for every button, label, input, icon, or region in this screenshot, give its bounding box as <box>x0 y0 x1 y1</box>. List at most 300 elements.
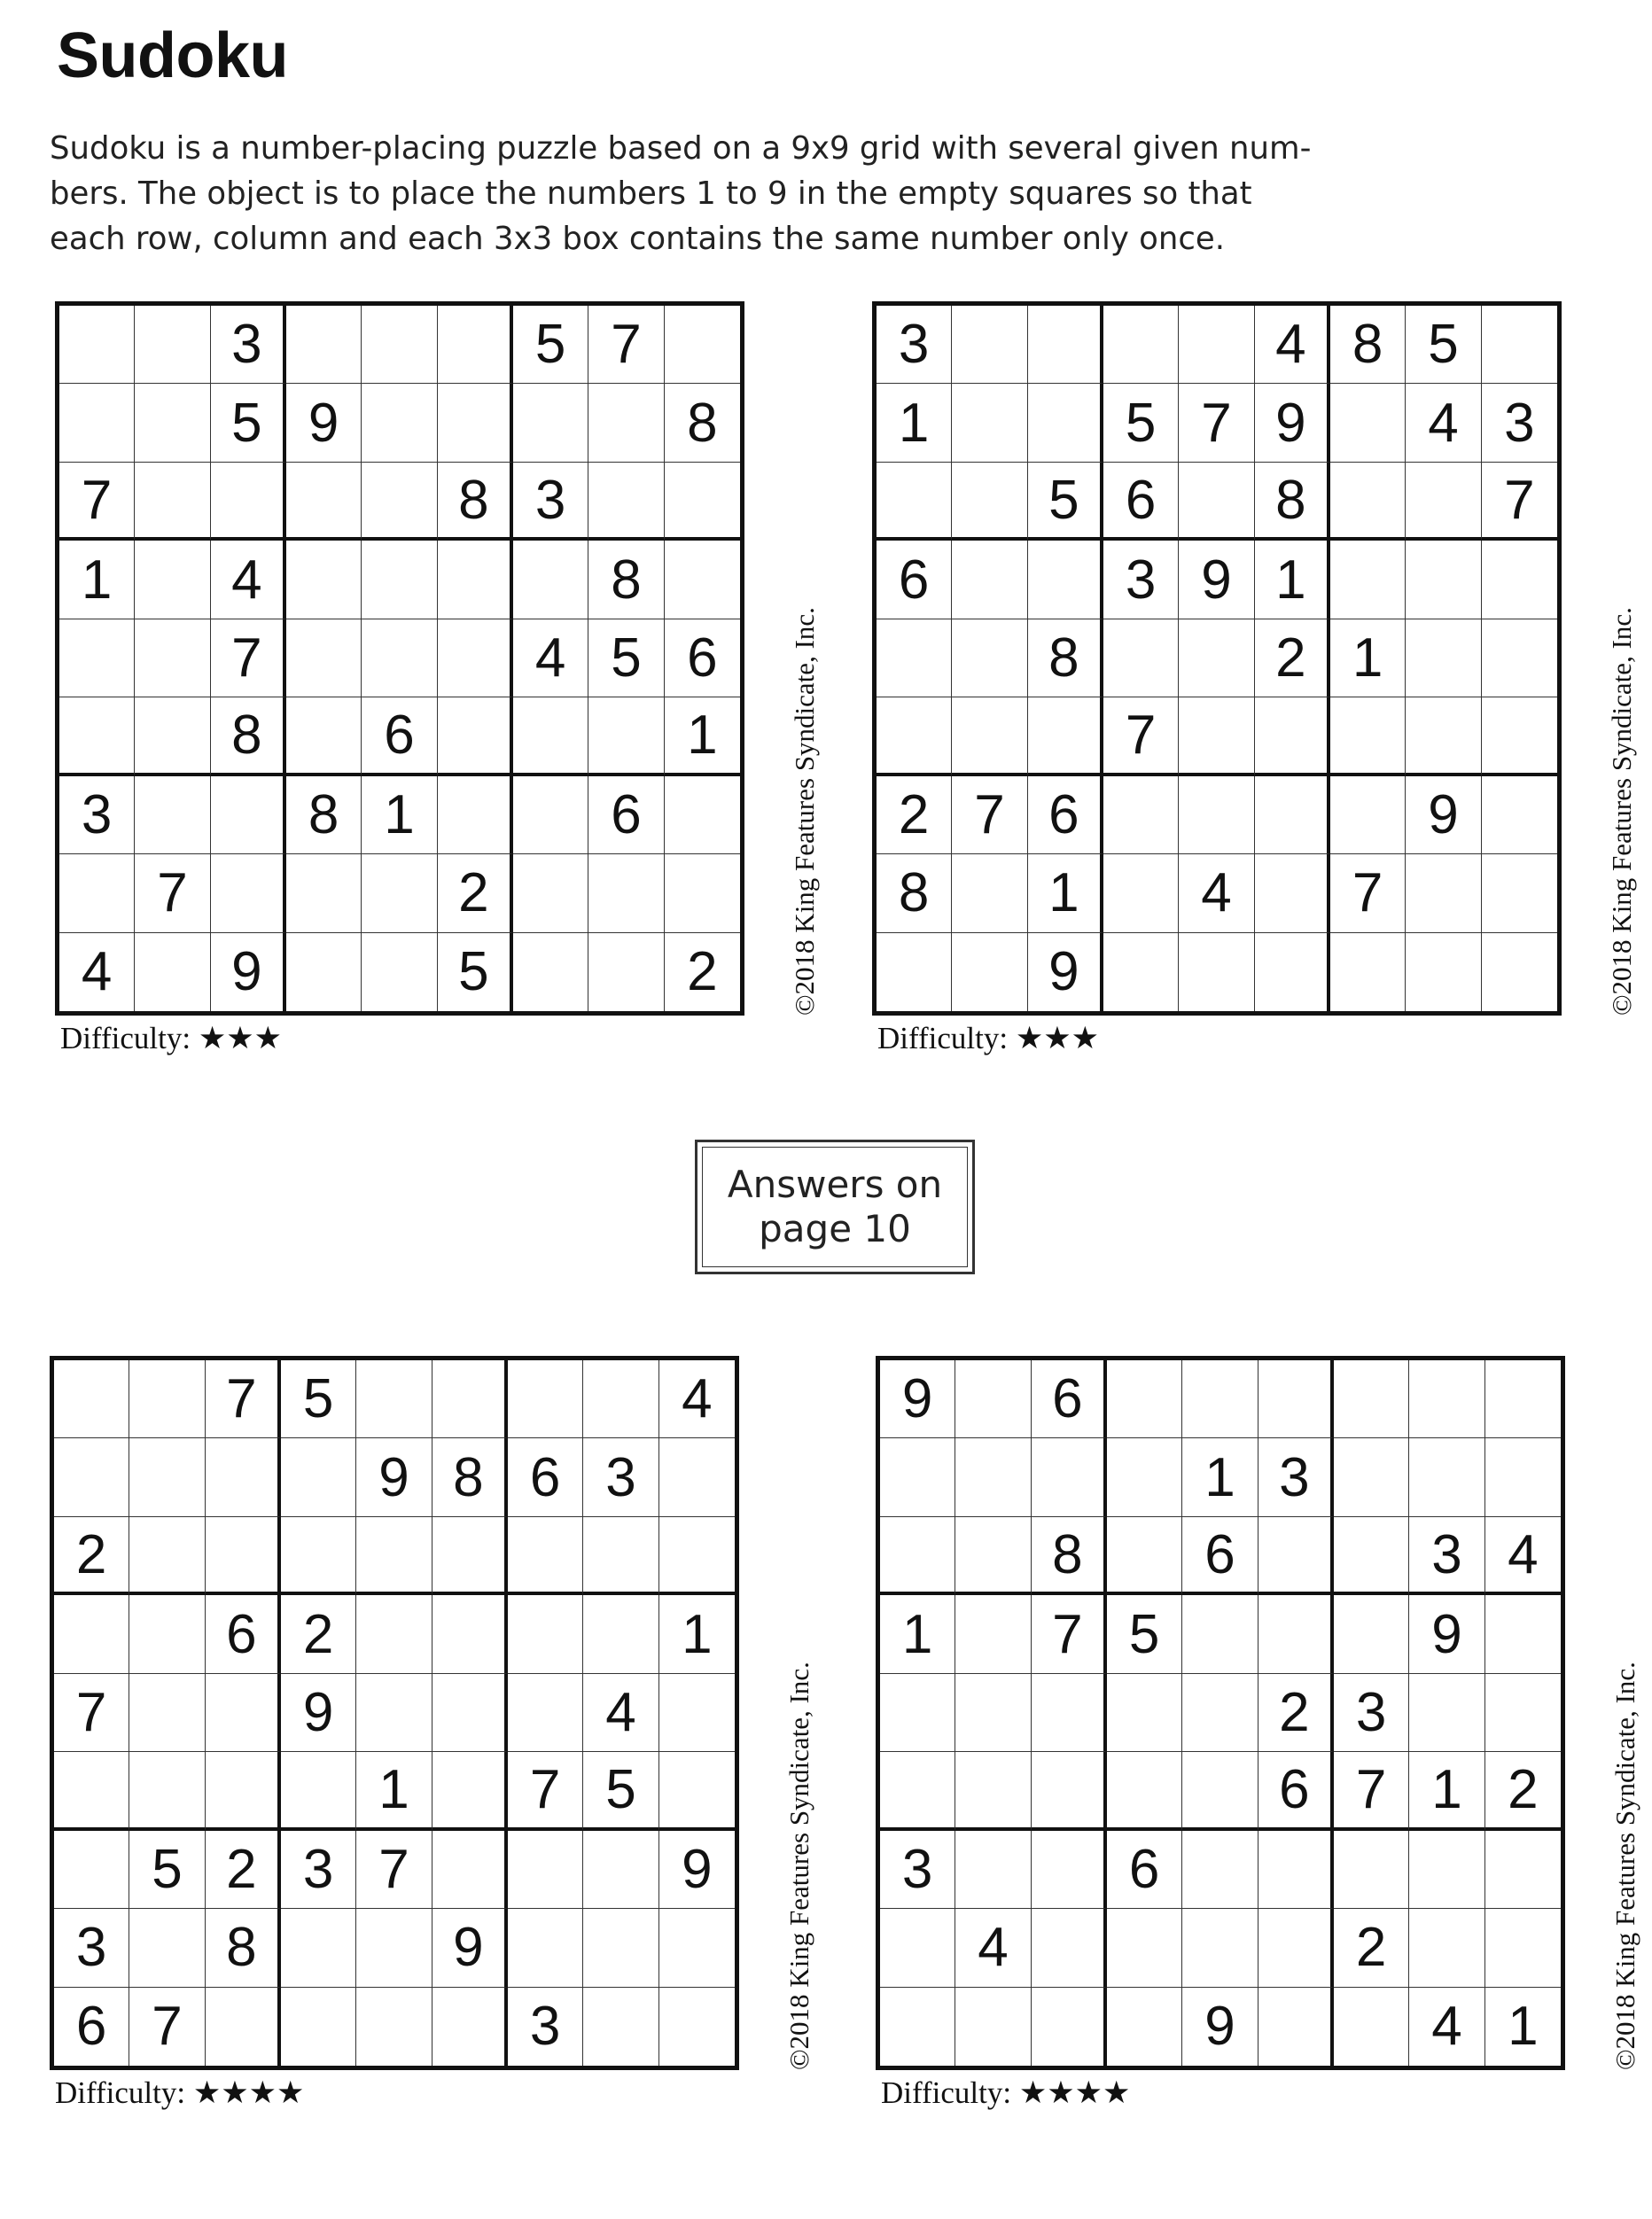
empty-cell[interactable] <box>513 854 588 932</box>
given-digit-cell: 8 <box>1255 463 1330 541</box>
empty-cell[interactable] <box>1258 1831 1334 1909</box>
empty-cell[interactable] <box>206 1438 281 1516</box>
given-digit-cell: 2 <box>1334 1909 1409 1987</box>
empty-cell[interactable] <box>880 1517 955 1595</box>
empty-cell[interactable] <box>877 463 952 541</box>
given-digit-cell: 8 <box>1032 1517 1107 1595</box>
empty-cell[interactable] <box>362 306 437 384</box>
given-digit-cell: 8 <box>588 541 664 619</box>
empty-cell[interactable] <box>59 384 135 462</box>
empty-cell[interactable] <box>356 1674 432 1752</box>
given-digit-cell: 1 <box>1330 619 1406 697</box>
sudoku-puzzle-2 <box>872 301 1648 1055</box>
empty-cell[interactable] <box>1258 1360 1334 1438</box>
empty-cell[interactable] <box>583 1909 658 1987</box>
empty-cell[interactable] <box>955 1595 1031 1673</box>
empty-cell[interactable] <box>508 1674 583 1752</box>
given-digit-cell: 7 <box>1103 697 1179 775</box>
empty-cell[interactable] <box>877 933 952 1011</box>
empty-cell[interactable] <box>129 1909 205 1987</box>
given-digit-cell: 7 <box>588 306 664 384</box>
instructions-line: each row, column and each 3x3 box contains the same number only once. <box>50 221 1226 257</box>
empty-cell[interactable] <box>508 1831 583 1909</box>
empty-cell[interactable] <box>1028 541 1103 619</box>
empty-cell[interactable] <box>952 619 1027 697</box>
given-digit-cell: 7 <box>206 1360 281 1438</box>
given-digit-cell: 6 <box>206 1595 281 1673</box>
empty-cell[interactable] <box>1334 1595 1409 1673</box>
given-digit-cell: 6 <box>1028 776 1103 854</box>
given-digit-cell: 6 <box>1107 1831 1182 1909</box>
empty-cell[interactable] <box>1406 541 1481 619</box>
given-digit-cell: 3 <box>1482 384 1557 462</box>
empty-cell[interactable] <box>1482 306 1557 384</box>
sudoku-puzzle-3 <box>50 1356 826 2110</box>
empty-cell[interactable] <box>583 1831 658 1909</box>
given-digit-cell: 1 <box>59 541 135 619</box>
empty-cell[interactable] <box>588 854 664 932</box>
empty-cell[interactable] <box>1485 1831 1561 1909</box>
difficulty-rating: Difficulty: ★★★★ <box>55 2075 305 2110</box>
empty-cell[interactable] <box>508 1360 583 1438</box>
empty-cell[interactable] <box>1182 1595 1258 1673</box>
empty-cell[interactable] <box>877 697 952 775</box>
empty-cell[interactable] <box>286 463 362 541</box>
empty-cell[interactable] <box>955 1752 1031 1830</box>
empty-cell[interactable] <box>955 1988 1031 2066</box>
given-digit-cell: 6 <box>54 1988 129 2066</box>
given-digit-cell: 2 <box>1258 1674 1334 1752</box>
empty-cell[interactable] <box>583 1595 658 1673</box>
empty-cell[interactable] <box>659 1752 735 1830</box>
empty-cell[interactable] <box>1182 1674 1258 1752</box>
empty-cell[interactable] <box>880 1752 955 1830</box>
empty-cell[interactable] <box>54 1595 129 1673</box>
given-digit-cell: 9 <box>1406 776 1481 854</box>
empty-cell[interactable] <box>1485 1438 1561 1516</box>
empty-cell[interactable] <box>211 854 286 932</box>
empty-cell[interactable] <box>665 541 740 619</box>
empty-cell[interactable] <box>1258 1517 1334 1595</box>
given-digit-cell: 7 <box>211 619 286 697</box>
sudoku-grid <box>55 301 744 1016</box>
empty-cell[interactable] <box>952 541 1027 619</box>
empty-cell[interactable] <box>1330 933 1406 1011</box>
given-digit-cell: 8 <box>438 463 513 541</box>
empty-cell[interactable] <box>588 384 664 462</box>
empty-cell[interactable] <box>356 1360 432 1438</box>
empty-cell[interactable] <box>54 1360 129 1438</box>
empty-cell[interactable] <box>508 1517 583 1595</box>
empty-cell[interactable] <box>1179 933 1254 1011</box>
sudoku-puzzle-1 <box>55 301 831 1055</box>
given-digit-cell: 7 <box>508 1752 583 1830</box>
empty-cell[interactable] <box>1485 1360 1561 1438</box>
empty-cell[interactable] <box>281 1988 356 2066</box>
empty-cell[interactable] <box>1179 619 1254 697</box>
empty-cell[interactable] <box>1330 697 1406 775</box>
given-digit-cell: 5 <box>513 306 588 384</box>
empty-cell[interactable] <box>362 463 437 541</box>
given-digit-cell: 9 <box>286 384 362 462</box>
empty-cell[interactable] <box>588 933 664 1011</box>
empty-cell[interactable] <box>1406 933 1481 1011</box>
empty-cell[interactable] <box>286 933 362 1011</box>
difficulty-rating: Difficulty: ★★★ <box>60 1021 282 1055</box>
empty-cell[interactable] <box>1255 697 1330 775</box>
given-digit-cell: 8 <box>206 1909 281 1987</box>
empty-cell[interactable] <box>1179 463 1254 541</box>
given-digit-cell: 5 <box>1107 1595 1182 1673</box>
empty-cell[interactable] <box>952 933 1027 1011</box>
empty-cell[interactable] <box>1107 1752 1182 1830</box>
empty-cell[interactable] <box>432 1674 508 1752</box>
empty-cell[interactable] <box>952 854 1027 932</box>
empty-cell[interactable] <box>1179 776 1254 854</box>
empty-cell[interactable] <box>952 463 1027 541</box>
empty-cell[interactable] <box>286 854 362 932</box>
empty-cell[interactable] <box>135 541 210 619</box>
empty-cell[interactable] <box>1103 306 1179 384</box>
empty-cell[interactable] <box>877 619 952 697</box>
given-digit-cell: 1 <box>1409 1752 1484 1830</box>
empty-cell[interactable] <box>59 306 135 384</box>
empty-cell[interactable] <box>513 384 588 462</box>
given-digit-cell: 5 <box>588 619 664 697</box>
empty-cell[interactable] <box>1258 1988 1334 2066</box>
empty-cell[interactable] <box>1107 1909 1182 1987</box>
empty-cell[interactable] <box>880 1909 955 1987</box>
empty-cell[interactable] <box>1482 854 1557 932</box>
empty-cell[interactable] <box>1409 1674 1484 1752</box>
empty-cell[interactable] <box>59 697 135 775</box>
empty-cell[interactable] <box>1032 1909 1107 1987</box>
empty-cell[interactable] <box>955 1517 1031 1595</box>
page-title: Sudoku <box>57 20 288 91</box>
empty-cell[interactable] <box>1032 1674 1107 1752</box>
empty-cell[interactable] <box>356 1988 432 2066</box>
empty-cell[interactable] <box>206 1752 281 1830</box>
empty-cell[interactable] <box>1032 1752 1107 1830</box>
empty-cell[interactable] <box>1107 1988 1182 2066</box>
empty-cell[interactable] <box>432 1752 508 1830</box>
answers-note-line: page 10 <box>759 1207 911 1250</box>
given-digit-cell: 7 <box>129 1988 205 2066</box>
given-digit-cell: 9 <box>1028 933 1103 1011</box>
empty-cell[interactable] <box>955 1438 1031 1516</box>
given-digit-cell: 6 <box>1032 1360 1107 1438</box>
empty-cell[interactable] <box>513 776 588 854</box>
empty-cell[interactable] <box>1179 697 1254 775</box>
given-digit-cell: 9 <box>1409 1595 1484 1673</box>
empty-cell[interactable] <box>1255 854 1330 932</box>
empty-cell[interactable] <box>135 933 210 1011</box>
empty-cell[interactable] <box>1179 306 1254 384</box>
empty-cell[interactable] <box>438 541 513 619</box>
empty-cell[interactable] <box>135 776 210 854</box>
empty-cell[interactable] <box>1032 1988 1107 2066</box>
empty-cell[interactable] <box>438 697 513 775</box>
empty-cell[interactable] <box>206 1517 281 1595</box>
given-digit-cell: 3 <box>877 306 952 384</box>
empty-cell[interactable] <box>1255 933 1330 1011</box>
empty-cell[interactable] <box>362 933 437 1011</box>
empty-cell[interactable] <box>1103 776 1179 854</box>
answers-note-line: Answers on <box>727 1163 943 1206</box>
empty-cell[interactable] <box>54 1438 129 1516</box>
empty-cell[interactable] <box>1409 1438 1484 1516</box>
given-digit-cell: 7 <box>1482 463 1557 541</box>
empty-cell[interactable] <box>880 1988 955 2066</box>
empty-cell[interactable] <box>281 1752 356 1830</box>
empty-cell[interactable] <box>362 541 437 619</box>
empty-cell[interactable] <box>135 384 210 462</box>
given-digit-cell: 6 <box>588 776 664 854</box>
given-digit-cell: 6 <box>877 541 952 619</box>
empty-cell[interactable] <box>955 1831 1031 1909</box>
given-digit-cell: 4 <box>59 933 135 1011</box>
given-digit-cell: 1 <box>659 1595 735 1673</box>
empty-cell[interactable] <box>1107 1438 1182 1516</box>
given-digit-cell: 1 <box>665 697 740 775</box>
given-digit-cell: 9 <box>281 1674 356 1752</box>
given-digit-cell: 5 <box>1406 306 1481 384</box>
empty-cell[interactable] <box>1482 697 1557 775</box>
empty-cell[interactable] <box>513 933 588 1011</box>
empty-cell[interactable] <box>1255 776 1330 854</box>
empty-cell[interactable] <box>1103 854 1179 932</box>
given-digit-cell: 6 <box>1103 463 1179 541</box>
empty-cell[interactable] <box>880 1438 955 1516</box>
given-digit-cell: 3 <box>281 1831 356 1909</box>
empty-cell[interactable] <box>659 1909 735 1987</box>
empty-cell[interactable] <box>286 619 362 697</box>
empty-cell[interactable] <box>54 1752 129 1830</box>
empty-cell[interactable] <box>1334 1360 1409 1438</box>
empty-cell[interactable] <box>356 1517 432 1595</box>
empty-cell[interactable] <box>1032 1831 1107 1909</box>
empty-cell[interactable] <box>432 1595 508 1673</box>
empty-cell[interactable] <box>135 697 210 775</box>
given-digit-cell: 3 <box>1103 541 1179 619</box>
empty-cell[interactable] <box>362 619 437 697</box>
empty-cell[interactable] <box>211 463 286 541</box>
empty-cell[interactable] <box>1330 384 1406 462</box>
empty-cell[interactable] <box>1182 1909 1258 1987</box>
empty-cell[interactable] <box>1406 463 1481 541</box>
empty-cell[interactable] <box>281 1909 356 1987</box>
empty-cell[interactable] <box>1485 1595 1561 1673</box>
empty-cell[interactable] <box>1182 1360 1258 1438</box>
empty-cell[interactable] <box>508 1595 583 1673</box>
empty-cell[interactable] <box>1107 1674 1182 1752</box>
empty-cell[interactable] <box>665 776 740 854</box>
given-digit-cell: 9 <box>432 1909 508 1987</box>
empty-cell[interactable] <box>880 1674 955 1752</box>
given-digit-cell: 8 <box>877 854 952 932</box>
empty-cell[interactable] <box>659 1988 735 2066</box>
given-digit-cell: 4 <box>513 619 588 697</box>
empty-cell[interactable] <box>1409 1909 1484 1987</box>
copyright-notice: ©2018 King Features Syndicate, Inc. <box>783 1662 814 2070</box>
empty-cell[interactable] <box>432 1988 508 2066</box>
empty-cell[interactable] <box>1330 463 1406 541</box>
given-digit-cell: 3 <box>1409 1517 1484 1595</box>
given-digit-cell: 6 <box>362 697 437 775</box>
empty-cell[interactable] <box>206 1674 281 1752</box>
empty-cell[interactable] <box>1330 541 1406 619</box>
empty-cell[interactable] <box>1103 619 1179 697</box>
empty-cell[interactable] <box>432 1831 508 1909</box>
empty-cell[interactable] <box>1258 1909 1334 1987</box>
empty-cell[interactable] <box>665 306 740 384</box>
empty-cell[interactable] <box>665 463 740 541</box>
instructions-line: bers. The object is to place the numbers 1 to 9 in the empty squares so that <box>50 175 1252 212</box>
given-digit-cell: 7 <box>1334 1752 1409 1830</box>
empty-cell[interactable] <box>438 306 513 384</box>
given-digit-cell: 4 <box>1409 1988 1484 2066</box>
empty-cell[interactable] <box>432 1517 508 1595</box>
empty-cell[interactable] <box>432 1360 508 1438</box>
empty-cell[interactable] <box>659 1674 735 1752</box>
empty-cell[interactable] <box>129 1438 205 1516</box>
given-digit-cell: 8 <box>286 776 362 854</box>
empty-cell[interactable] <box>1330 776 1406 854</box>
given-digit-cell: 5 <box>1103 384 1179 462</box>
empty-cell[interactable] <box>135 306 210 384</box>
given-digit-cell: 8 <box>1330 306 1406 384</box>
empty-cell[interactable] <box>588 697 664 775</box>
empty-cell[interactable] <box>1482 541 1557 619</box>
empty-cell[interactable] <box>1107 1360 1182 1438</box>
empty-cell[interactable] <box>1482 776 1557 854</box>
given-digit-cell: 6 <box>1182 1517 1258 1595</box>
given-digit-cell: 8 <box>432 1438 508 1516</box>
empty-cell[interactable] <box>438 384 513 462</box>
empty-cell[interactable] <box>1485 1674 1561 1752</box>
given-digit-cell: 1 <box>880 1595 955 1673</box>
given-digit-cell: 2 <box>206 1831 281 1909</box>
empty-cell[interactable] <box>1334 1831 1409 1909</box>
empty-cell[interactable] <box>955 1360 1031 1438</box>
given-digit-cell: 1 <box>356 1752 432 1830</box>
empty-cell[interactable] <box>659 1438 735 1516</box>
empty-cell[interactable] <box>129 1360 205 1438</box>
empty-cell[interactable] <box>1409 1831 1484 1909</box>
empty-cell[interactable] <box>955 1674 1031 1752</box>
empty-cell[interactable] <box>59 619 135 697</box>
copyright-notice: ©2018 King Features Syndicate, Inc. <box>1609 1662 1640 2070</box>
given-digit-cell: 7 <box>54 1674 129 1752</box>
given-digit-cell: 3 <box>508 1988 583 2066</box>
empty-cell[interactable] <box>1028 306 1103 384</box>
empty-cell[interactable] <box>286 306 362 384</box>
copyright-notice: ©2018 King Features Syndicate, Inc. <box>789 607 820 1016</box>
empty-cell[interactable] <box>1103 933 1179 1011</box>
empty-cell[interactable] <box>206 1988 281 2066</box>
empty-cell[interactable] <box>588 463 664 541</box>
given-digit-cell: 9 <box>1179 541 1254 619</box>
empty-cell[interactable] <box>135 619 210 697</box>
given-digit-cell: 7 <box>952 776 1027 854</box>
empty-cell[interactable] <box>1485 1909 1561 1987</box>
empty-cell[interactable] <box>1258 1595 1334 1673</box>
empty-cell[interactable] <box>1334 1517 1409 1595</box>
empty-cell[interactable] <box>1182 1752 1258 1830</box>
empty-cell[interactable] <box>513 541 588 619</box>
empty-cell[interactable] <box>1406 854 1481 932</box>
empty-cell[interactable] <box>356 1909 432 1987</box>
empty-cell[interactable] <box>583 1988 658 2066</box>
given-digit-cell: 2 <box>438 854 513 932</box>
given-digit-cell: 1 <box>1508 1996 1539 2058</box>
empty-cell[interactable] <box>356 1595 432 1673</box>
empty-cell[interactable] <box>659 1517 735 1595</box>
empty-cell[interactable] <box>362 854 437 932</box>
empty-cell[interactable] <box>129 1595 205 1673</box>
empty-cell[interactable] <box>135 463 210 541</box>
empty-cell[interactable] <box>1406 697 1481 775</box>
empty-cell[interactable] <box>59 854 135 932</box>
empty-cell[interactable] <box>1334 1438 1409 1516</box>
given-digit-cell: 3 <box>211 306 286 384</box>
given-digit-cell: 4 <box>1255 306 1330 384</box>
empty-cell[interactable] <box>1028 384 1103 462</box>
empty-cell[interactable] <box>129 1517 205 1595</box>
empty-cell[interactable] <box>286 697 362 775</box>
given-digit-cell: 3 <box>880 1831 955 1909</box>
empty-cell[interactable] <box>1482 933 1557 1011</box>
empty-cell[interactable] <box>438 619 513 697</box>
empty-cell[interactable] <box>1032 1438 1107 1516</box>
empty-cell[interactable] <box>281 1517 356 1595</box>
empty-cell[interactable] <box>513 697 588 775</box>
empty-cell[interactable] <box>362 384 437 462</box>
empty-cell[interactable] <box>952 306 1027 384</box>
empty-cell[interactable] <box>508 1909 583 1987</box>
empty-cell[interactable] <box>1334 1988 1409 2066</box>
given-digit-cell: 9 <box>1255 384 1330 462</box>
given-digit-cell: 4 <box>1485 1517 1561 1595</box>
given-digit-cell: 1 <box>362 776 437 854</box>
empty-cell[interactable] <box>281 1438 356 1516</box>
empty-cell[interactable] <box>1182 1831 1258 1909</box>
empty-cell[interactable] <box>54 1831 129 1909</box>
empty-cell[interactable] <box>129 1674 205 1752</box>
empty-cell[interactable] <box>1028 697 1103 775</box>
empty-cell[interactable] <box>129 1752 205 1830</box>
empty-cell[interactable] <box>583 1517 658 1595</box>
empty-cell[interactable] <box>211 776 286 854</box>
given-digit-cell: 4 <box>1406 384 1481 462</box>
empty-cell[interactable] <box>1409 1360 1484 1438</box>
given-digit-cell: 5 <box>1028 463 1103 541</box>
empty-cell[interactable] <box>1406 619 1481 697</box>
given-digit-cell: 7 <box>1032 1595 1107 1673</box>
empty-cell[interactable] <box>583 1360 658 1438</box>
empty-cell[interactable] <box>1482 619 1557 697</box>
given-digit-cell: 4 <box>211 541 286 619</box>
empty-cell[interactable] <box>665 854 740 932</box>
empty-cell[interactable] <box>952 697 1027 775</box>
given-digit-cell: 5 <box>211 384 286 462</box>
empty-cell[interactable] <box>1107 1517 1182 1595</box>
empty-cell[interactable] <box>286 541 362 619</box>
empty-cell[interactable] <box>438 776 513 854</box>
empty-cell[interactable] <box>952 384 1027 462</box>
sudoku-grid <box>872 301 1562 1016</box>
sudoku-grid <box>50 1356 739 2070</box>
